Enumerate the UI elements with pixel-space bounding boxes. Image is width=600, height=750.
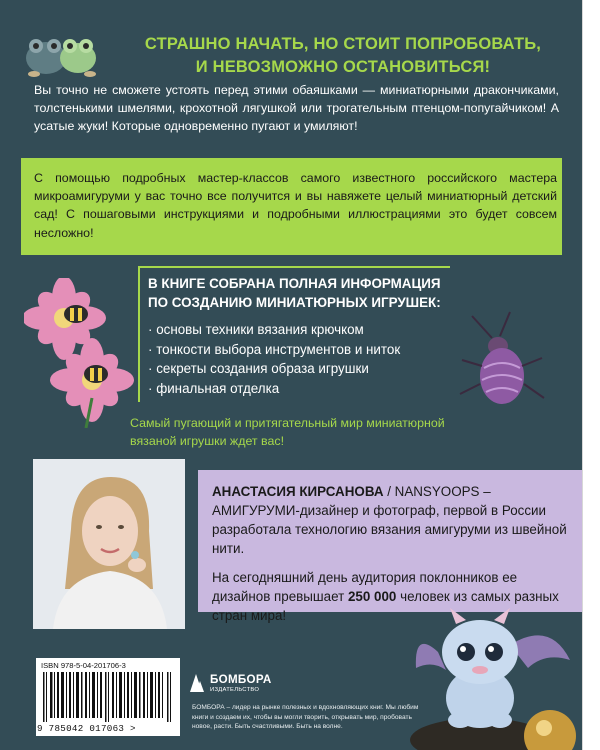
page-edge: [582, 0, 583, 750]
cover-heading: [118, 33, 568, 79]
author-nickname: / NANSYOOPS –: [383, 484, 491, 499]
contents-title: [148, 274, 478, 312]
publisher-subtitle: ИЗДАТЕЛЬСТВО: [210, 687, 260, 693]
list-item: · секреты создания образа игрушки: [148, 359, 468, 379]
contents-title-line-2: ПО СОЗДАНИЮ МИНИАТЮРНЫХ ИГРУШЕК:: [148, 295, 441, 310]
stat-text-before: На сегодняшний день аудитория поклонников ее дизайнов превышает: [212, 570, 518, 604]
crochet-dragon-image: [410, 590, 582, 750]
crochet-frog-toys-image: [18, 28, 108, 78]
isbn-label: ISBN 978-5-04-201706-3: [41, 661, 126, 670]
author-info: [212, 482, 572, 558]
author-name: АНАСТАСИЯ КИРСАНОВА: [212, 484, 384, 499]
publisher-name: БОМБОРА: [210, 673, 272, 686]
masterclass-paragraph: С помощью подробных мастер-классов самого известного российского мастера микроамигуруми у вас точно все получится и вы навяжете целый миниатюрный детский сад! С пошаговыми инструкциями и подробными иллюстрациями это будет совсем несложно!: [34, 171, 557, 240]
author-bio: АМИГУРУМИ-дизайнер и фотограф, первой в России разработала технологию вязания амигуруми из швейной нити.: [212, 503, 567, 556]
list-item: · основы техники вязания крючком: [148, 320, 468, 340]
intro-paragraph: Вы точно не сможете устоять перед этими обаяшками — миниатюрными дракончиками, толстенькими шмелями, крохотной лягушкой или трогательным птенцом-попугайчиком! А усатые жуки! Которые одновременно пугают и умиляют!: [34, 83, 559, 134]
list-item: · тонкости выбора инструментов и ниток: [148, 340, 468, 360]
stat-text-after: человек из самых разных стран мира!: [212, 589, 559, 623]
tagline: Самый пугающий и притягательный мир миниатюрной вязаной игрушки ждет вас!: [130, 416, 445, 448]
contents-title-line-1: В КНИГЕ СОБРАНА ПОЛНАЯ ИНФОРМАЦИЯ: [148, 276, 441, 291]
barcode-image: [41, 672, 177, 722]
stat-number: 250 000: [347, 589, 397, 604]
heading-line-2: И НЕВОЗМОЖНО ОСТАНОВИТЬСЯ!: [195, 58, 491, 76]
flowers-bumblebees-image: [24, 278, 144, 428]
author-photo: [33, 459, 185, 629]
publisher-footer: БОМБОРА – лидер на рынке полезных и вдохновляющих книг. Мы любим книги и создаем их, чтобы вы могли творить, открывать мир, пробовать новое, расти. Быть счастливыми. Быть на волне.: [192, 704, 419, 730]
purple-beetle-image: [452, 308, 547, 418]
isbn-number: 9 785042 017063 >: [37, 723, 136, 734]
list-item: · финальная отделка: [148, 379, 468, 399]
heading-line-1: СТРАШНО НАЧАТЬ, НО СТОИТ ПОПРОБОВАТЬ,: [144, 35, 542, 53]
contents-list: [148, 320, 468, 398]
